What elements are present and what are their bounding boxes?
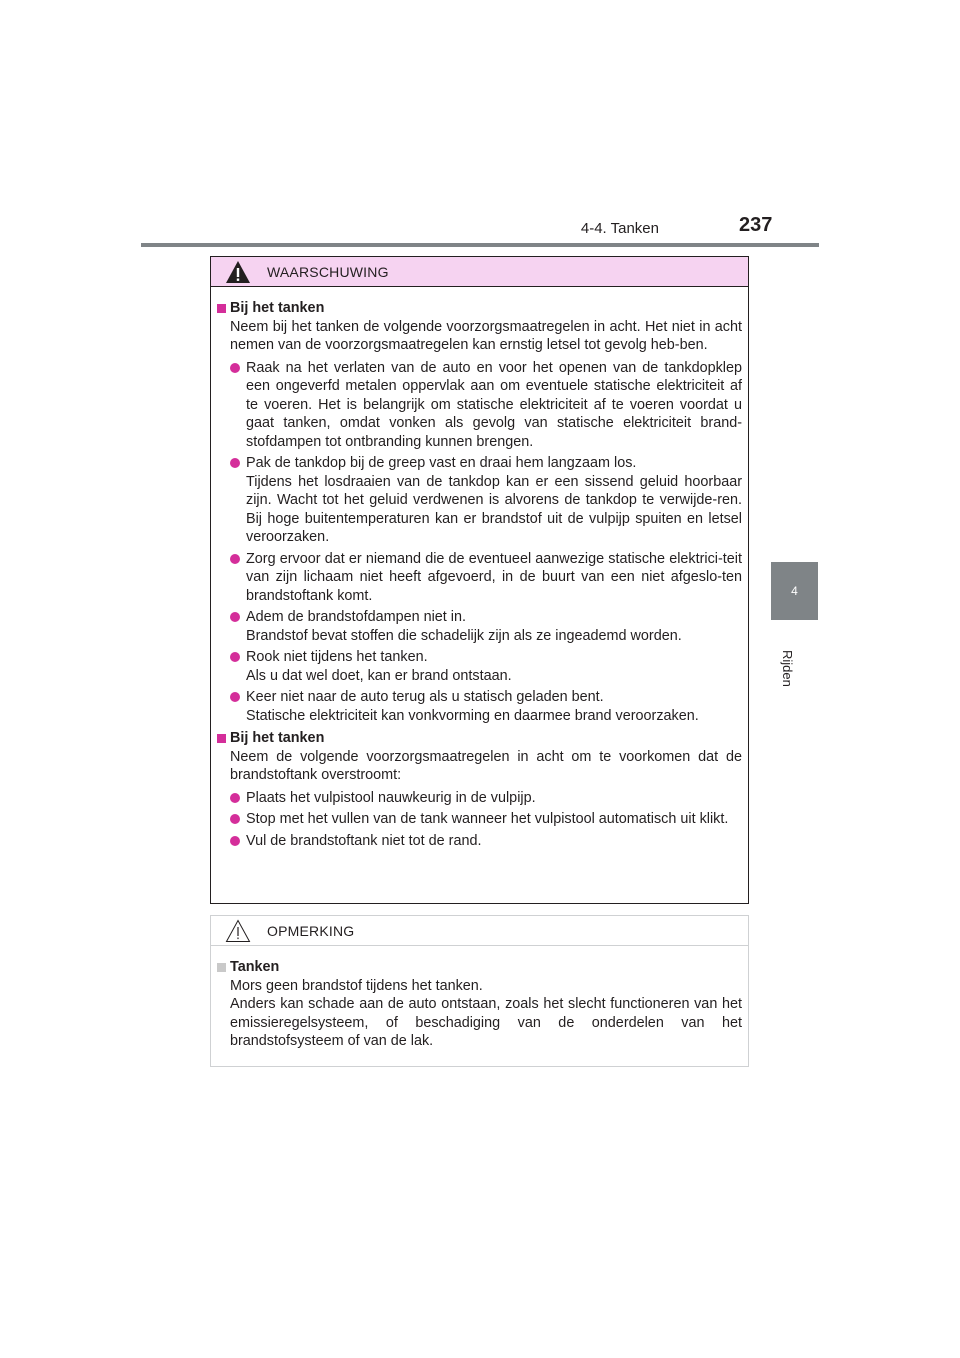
- section-heading: [217, 299, 742, 318]
- section-heading-text: Bij het tanken: [230, 730, 325, 746]
- bullet-dot-icon: [230, 692, 240, 702]
- bullet-dot-icon: [230, 458, 240, 468]
- bullet-line: Keer niet naar de auto terug als u statisch geladen bent.: [246, 689, 604, 705]
- bullet-line: Brandstof bevat stoffen die schadelijk zijn als ze ingeademd worden.: [246, 627, 682, 644]
- section-title: 4-4. Tanken: [580, 220, 659, 237]
- page-number: 237: [739, 214, 773, 236]
- bullet-line: Rook niet tijdens het tanken.: [246, 649, 428, 665]
- caution-triangle-icon: [225, 919, 251, 943]
- warning-triangle-icon: [225, 260, 251, 284]
- square-bullet-icon: [217, 963, 226, 972]
- list-item: [217, 608, 742, 645]
- header-rule: [141, 243, 819, 247]
- section-text: Neem de volgende voorzorgsmaatregelen in acht om te voorkomen dat de brandstoftank overstroomt:: [230, 748, 742, 783]
- square-bullet-icon: [217, 734, 226, 743]
- warning-section: [217, 729, 742, 850]
- bullet-line: Tijdens het losdraaien van de tankdop kan er een sissend geluid hoorbaar zijn. Wacht tot het geluid verdwenen is alvorens de tankdop te verwijde-ren. Bij hoge buitentemperaturen kan er brandstof uit de vulpijp spuiten en letsel veroorzaken.: [246, 473, 742, 545]
- square-bullet-icon: [217, 304, 226, 313]
- bullet-line: Pak de tankdop bij de greep vast en draai hem langzaam los.: [246, 455, 637, 471]
- section-text: Neem bij het tanken de volgende voorzorgsmaatregelen in acht. Het niet in acht nemen van de voorzorgsmaatregelen kan ernstig letsel tot gevolg heb-ben.: [230, 318, 742, 353]
- warning-section: [217, 299, 742, 725]
- list-item: [217, 550, 742, 606]
- warning-header: [211, 257, 748, 287]
- bullet-line: Als u dat wel doet, kan er brand ontstaan.: [246, 667, 512, 684]
- section-heading-text: Bij het tanken: [230, 300, 325, 316]
- notice-section: [217, 958, 742, 1051]
- bullet-line: Raak na het verlaten van de auto en voor het openen van de tankdopklep een ongeverfd metalen oppervlak aan om eventuele statische elektriciteit af te voeren. Het is belangrijk om statische elektriciteit af te voeren voordat u gaat tanken, omdat vonken als gevolg van statische elektriciteit brand-stofdampen tot ontbranding kunnen brengen.: [246, 359, 742, 450]
- notice-title: OPMERKING: [267, 922, 355, 939]
- warning-body: [211, 287, 748, 850]
- bullet-dot-icon: [230, 814, 240, 824]
- bullet-dot-icon: [230, 793, 240, 803]
- list-item: [217, 648, 742, 685]
- bullet-line: Vul de brandstoftank niet tot de rand.: [246, 832, 482, 849]
- warning-title: WAARSCHUWING: [267, 263, 389, 280]
- chapter-label: Rijden: [780, 650, 795, 687]
- section-text: [217, 977, 742, 1051]
- list-item: [217, 454, 742, 547]
- text-line: Mors geen brandstof tijdens het tanken.: [230, 977, 483, 994]
- chapter-tab[interactable]: 4: [771, 562, 818, 620]
- bullet-dot-icon: [230, 836, 240, 846]
- notice-body: [211, 946, 748, 1051]
- list-item: [217, 359, 742, 452]
- bullet-list: [217, 359, 742, 726]
- bullet-line: Adem de brandstofdampen niet in.: [246, 609, 466, 625]
- bullet-dot-icon: [230, 652, 240, 662]
- section-heading-text: Tanken: [230, 959, 280, 975]
- text-line: Anders kan schade aan de auto ontstaan, zoals het slecht functioneren van het emissieregelsysteem, of beschadiging van de onderdelen van het brandstofsysteem of van de lak.: [230, 996, 742, 1049]
- section-heading: [217, 958, 742, 977]
- bullet-line: Statische elektriciteit kan vonkvorming en daarmee brand veroorzaken.: [246, 707, 699, 724]
- bullet-line: Stop met het vullen van de tank wanneer het vulpistool automatisch uit klikt.: [246, 811, 729, 827]
- warning-box: [210, 256, 749, 904]
- bullet-dot-icon: [230, 612, 240, 622]
- bullet-line: Plaats het vulpistool nauwkeurig in de vulpijp.: [246, 789, 536, 806]
- list-item: [217, 789, 742, 808]
- notice-header: [211, 916, 748, 946]
- bullet-line: Zorg ervoor dat er niemand die de eventueel aanwezige statische elektrici-teit van zijn lichaam niet heeft afgevoerd, in de buurt van een niet afgeslo-ten brandstoftank komt.: [246, 550, 742, 604]
- bullet-dot-icon: [230, 554, 240, 564]
- bullet-list: [217, 789, 742, 851]
- bullet-dot-icon: [230, 363, 240, 373]
- list-item: [217, 832, 742, 851]
- list-item: [217, 688, 742, 725]
- notice-box: [210, 915, 749, 1067]
- section-heading: [217, 729, 742, 748]
- list-item: [217, 810, 742, 829]
